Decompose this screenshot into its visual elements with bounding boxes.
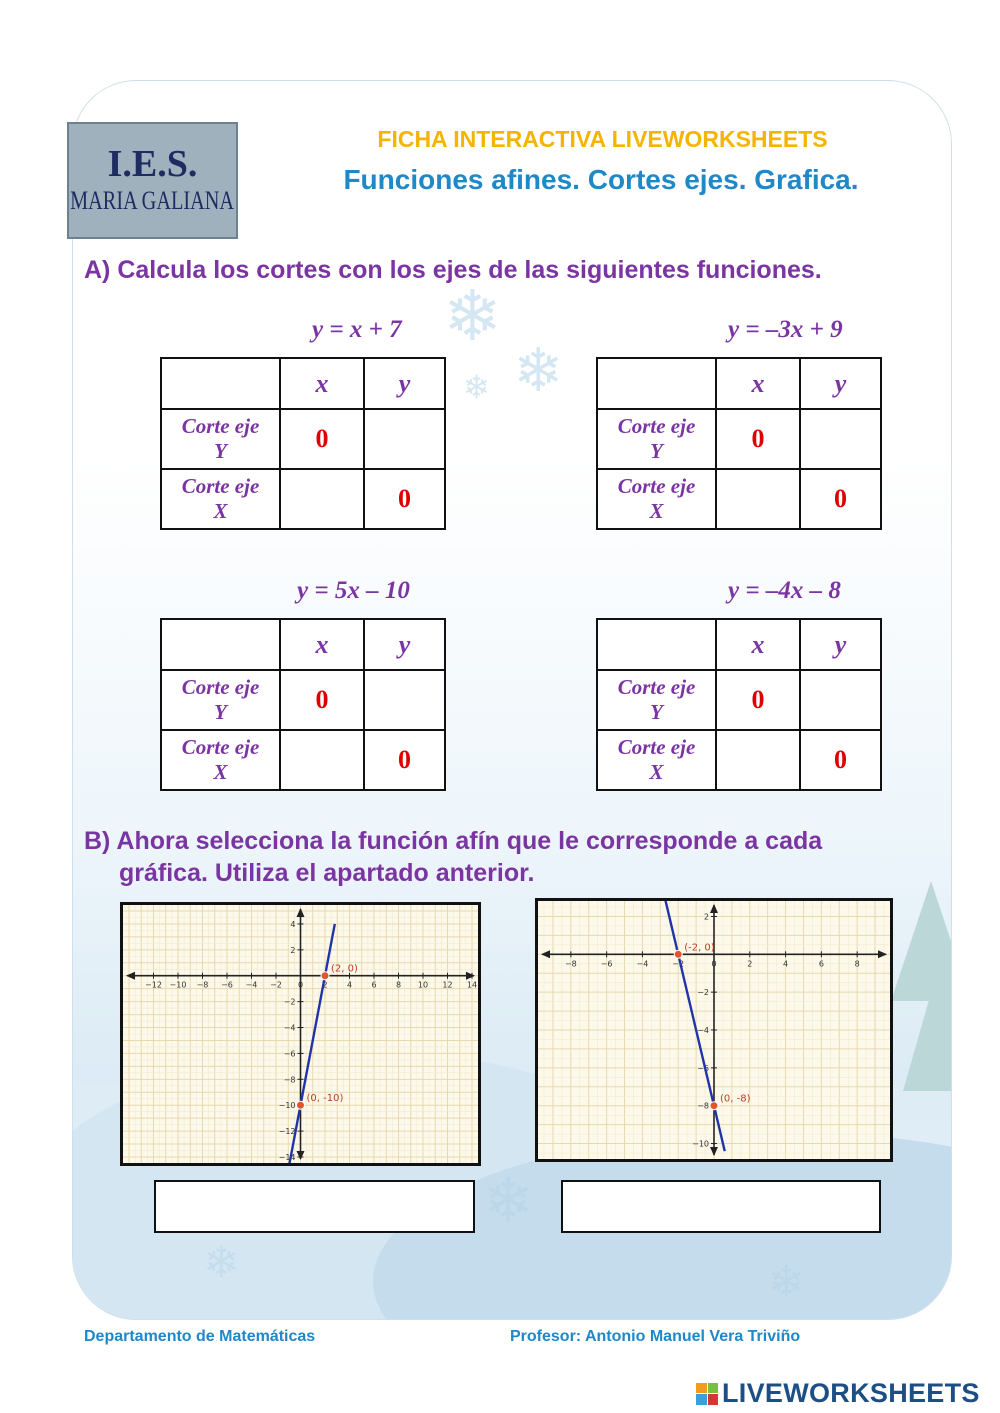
x-tick-label: 0 xyxy=(297,980,304,990)
equation-3: y = 5x – 10 xyxy=(297,577,410,604)
intercept-label: (2, 0) xyxy=(331,963,358,975)
x-tick-label: 14 xyxy=(466,980,478,990)
y-tick-label: −6 xyxy=(283,1049,296,1059)
worksheet-title: FICHA INTERACTIVA LIVEWORKSHEETS xyxy=(377,126,828,152)
answer-box-graph-1[interactable] xyxy=(154,1180,475,1233)
intercept-point xyxy=(710,1102,718,1110)
header-x: x xyxy=(280,358,364,409)
row-label-x-intercept: Corte eje X xyxy=(597,469,716,529)
logo-line-1: I.E.S. xyxy=(107,143,198,186)
brand-text: LIVEWORKSHEETS xyxy=(722,1378,980,1408)
x-tick-label: −8 xyxy=(564,959,577,969)
y-tick-label: −2 xyxy=(283,997,296,1007)
y-tick-label: −8 xyxy=(283,1075,296,1085)
intercept-table-4 xyxy=(596,618,882,791)
y-tick-label: −12 xyxy=(278,1127,296,1137)
header-empty-cell xyxy=(597,358,716,409)
answer-cell-y-intercept-y[interactable] xyxy=(800,670,881,730)
x-tick-label: 0 xyxy=(711,959,717,969)
intercept-point xyxy=(321,972,329,980)
x-tick-label: −12 xyxy=(145,980,162,990)
snowflake-icon: ❄ xyxy=(513,336,564,406)
brand-square xyxy=(708,1383,719,1394)
header-empty-cell xyxy=(161,619,280,670)
intercept-point xyxy=(297,1101,305,1109)
equation-1: y = x + 7 xyxy=(312,316,402,343)
answer-cell-y-intercept-y[interactable] xyxy=(364,670,445,730)
answer-cell-x-intercept-x[interactable] xyxy=(280,730,364,790)
equation-4: y = –4x – 8 xyxy=(728,577,841,604)
x-tick-label: 4 xyxy=(346,980,353,990)
section-a-heading: A) Calcula los cortes con los ejes de las siguientes funciones. xyxy=(84,256,822,284)
section-b-line-1: B) Ahora selecciona la función afín que le corresponde a cada xyxy=(84,827,823,855)
intercept-point xyxy=(674,950,682,958)
header-empty-cell xyxy=(597,619,716,670)
x-tick-label: 12 xyxy=(442,980,453,990)
function-line xyxy=(659,901,725,1151)
intercept-label: (-2, 0) xyxy=(684,942,715,954)
answer-cell-x-intercept-x[interactable] xyxy=(280,469,364,529)
x-tick-label: −6 xyxy=(600,959,613,969)
row-label-y-intercept: Corte eje Y xyxy=(597,409,716,469)
brand-logo-icon xyxy=(696,1383,718,1405)
y-tick-label: 2 xyxy=(290,945,296,955)
row-label-y-intercept: Corte eje Y xyxy=(161,670,280,730)
footer-department: Departamento de Matemáticas xyxy=(84,1328,316,1345)
row-label-y-intercept: Corte eje Y xyxy=(597,670,716,730)
given-y-zero: 0 xyxy=(364,730,445,790)
x-axis-arrow xyxy=(878,950,887,958)
intercept-table-2 xyxy=(596,357,882,530)
snowflake-icon: ❄ xyxy=(443,275,502,357)
intercept-table-3 xyxy=(160,618,446,791)
y-tick-label: −10 xyxy=(692,1139,709,1149)
brand-square xyxy=(696,1383,707,1394)
row-label-x-intercept: Corte eje X xyxy=(161,730,280,790)
y-tick-label: −14 xyxy=(278,1153,296,1162)
header-y: y xyxy=(800,619,881,670)
y-tick-label: −2 xyxy=(697,988,709,998)
intercept-table-1 xyxy=(160,357,446,530)
row-label-y-intercept: Corte eje Y xyxy=(161,409,280,469)
y-tick-label: −8 xyxy=(697,1101,709,1111)
y-tick-label: −6 xyxy=(697,1063,709,1073)
row-label-x-intercept: Corte eje X xyxy=(597,730,716,790)
x-tick-label: 4 xyxy=(783,959,789,969)
x-tick-label: 6 xyxy=(371,980,377,990)
section-b-line-2: gráfica. Utiliza el apartado anterior. xyxy=(119,859,535,887)
answer-cell-y-intercept-y[interactable] xyxy=(800,409,881,469)
function-line xyxy=(289,924,334,1163)
x-tick-label: 10 xyxy=(417,980,429,990)
x-tick-label: −2 xyxy=(672,959,685,969)
equation-2: y = –3x + 9 xyxy=(728,316,843,343)
x-tick-label: −4 xyxy=(636,959,649,969)
x-tick-label: 8 xyxy=(395,980,402,990)
y-tick-label: 2 xyxy=(703,912,709,922)
header-y: y xyxy=(364,358,445,409)
given-x-zero: 0 xyxy=(280,670,364,730)
snowflake-icon: ❄ xyxy=(203,1237,240,1288)
x-axis-arrow xyxy=(466,972,475,980)
intercept-label: (0, -10) xyxy=(306,1093,344,1105)
x-tick-label: −8 xyxy=(196,980,209,990)
header-x: x xyxy=(716,619,800,670)
worksheet-subtitle: Funciones afines. Cortes ejes. Grafica. xyxy=(343,164,859,195)
given-y-zero: 0 xyxy=(800,730,881,790)
x-tick-label: 2 xyxy=(322,980,328,990)
given-y-zero: 0 xyxy=(800,469,881,529)
logo-line-2: MARIA GALIANA xyxy=(70,186,235,216)
header-y: y xyxy=(800,358,881,409)
graph-2-plot xyxy=(538,901,890,1159)
x-axis-arrow xyxy=(541,950,550,958)
brand-square xyxy=(708,1394,719,1405)
given-x-zero: 0 xyxy=(716,670,800,730)
x-tick-label: 8 xyxy=(854,959,860,969)
y-axis-arrow xyxy=(297,1151,305,1160)
x-tick-label: −4 xyxy=(245,980,258,990)
y-axis-arrow xyxy=(710,1147,718,1156)
given-x-zero: 0 xyxy=(716,409,800,469)
x-axis-arrow xyxy=(126,972,135,980)
y-axis-arrow xyxy=(710,904,718,913)
answer-cell-x-intercept-x[interactable] xyxy=(716,469,800,529)
brand-square xyxy=(696,1394,707,1405)
header-y: y xyxy=(364,619,445,670)
graph-2 xyxy=(535,898,893,1162)
row-label-x-intercept: Corte eje X xyxy=(161,469,280,529)
x-tick-label: −10 xyxy=(169,980,187,990)
y-axis-arrow xyxy=(297,908,305,917)
graph-1-plot xyxy=(123,905,478,1163)
x-tick-label: −6 xyxy=(221,980,233,990)
answer-cell-x-intercept-x[interactable] xyxy=(716,730,800,790)
y-tick-label: −10 xyxy=(278,1101,296,1111)
y-tick-label: 4 xyxy=(290,919,296,929)
liveworksheets-brand xyxy=(696,1378,980,1409)
header-x: x xyxy=(716,358,800,409)
y-tick-label: −4 xyxy=(697,1026,709,1035)
header-x: x xyxy=(280,619,364,670)
snowflake-icon: ❄ xyxy=(463,368,490,406)
given-x-zero: 0 xyxy=(280,409,364,469)
school-logo xyxy=(67,122,238,239)
section-b-heading xyxy=(84,825,944,889)
x-tick-label: 6 xyxy=(818,959,824,969)
graph-1 xyxy=(120,902,481,1166)
x-tick-label: 2 xyxy=(747,959,753,969)
background-tree xyxy=(903,951,952,1091)
intercept-label: (0, -8) xyxy=(720,1093,751,1105)
answer-cell-y-intercept-y[interactable] xyxy=(364,409,445,469)
given-y-zero: 0 xyxy=(364,469,445,529)
snowflake-icon: ❄ xyxy=(768,1257,805,1308)
header-empty-cell xyxy=(161,358,280,409)
y-tick-label: −4 xyxy=(283,1023,296,1033)
snowflake-icon: ❄ xyxy=(483,1166,534,1236)
footer-teacher: Profesor: Antonio Manuel Vera Triviño xyxy=(510,1328,801,1345)
answer-box-graph-2[interactable] xyxy=(561,1180,881,1233)
x-tick-label: −2 xyxy=(270,980,282,990)
